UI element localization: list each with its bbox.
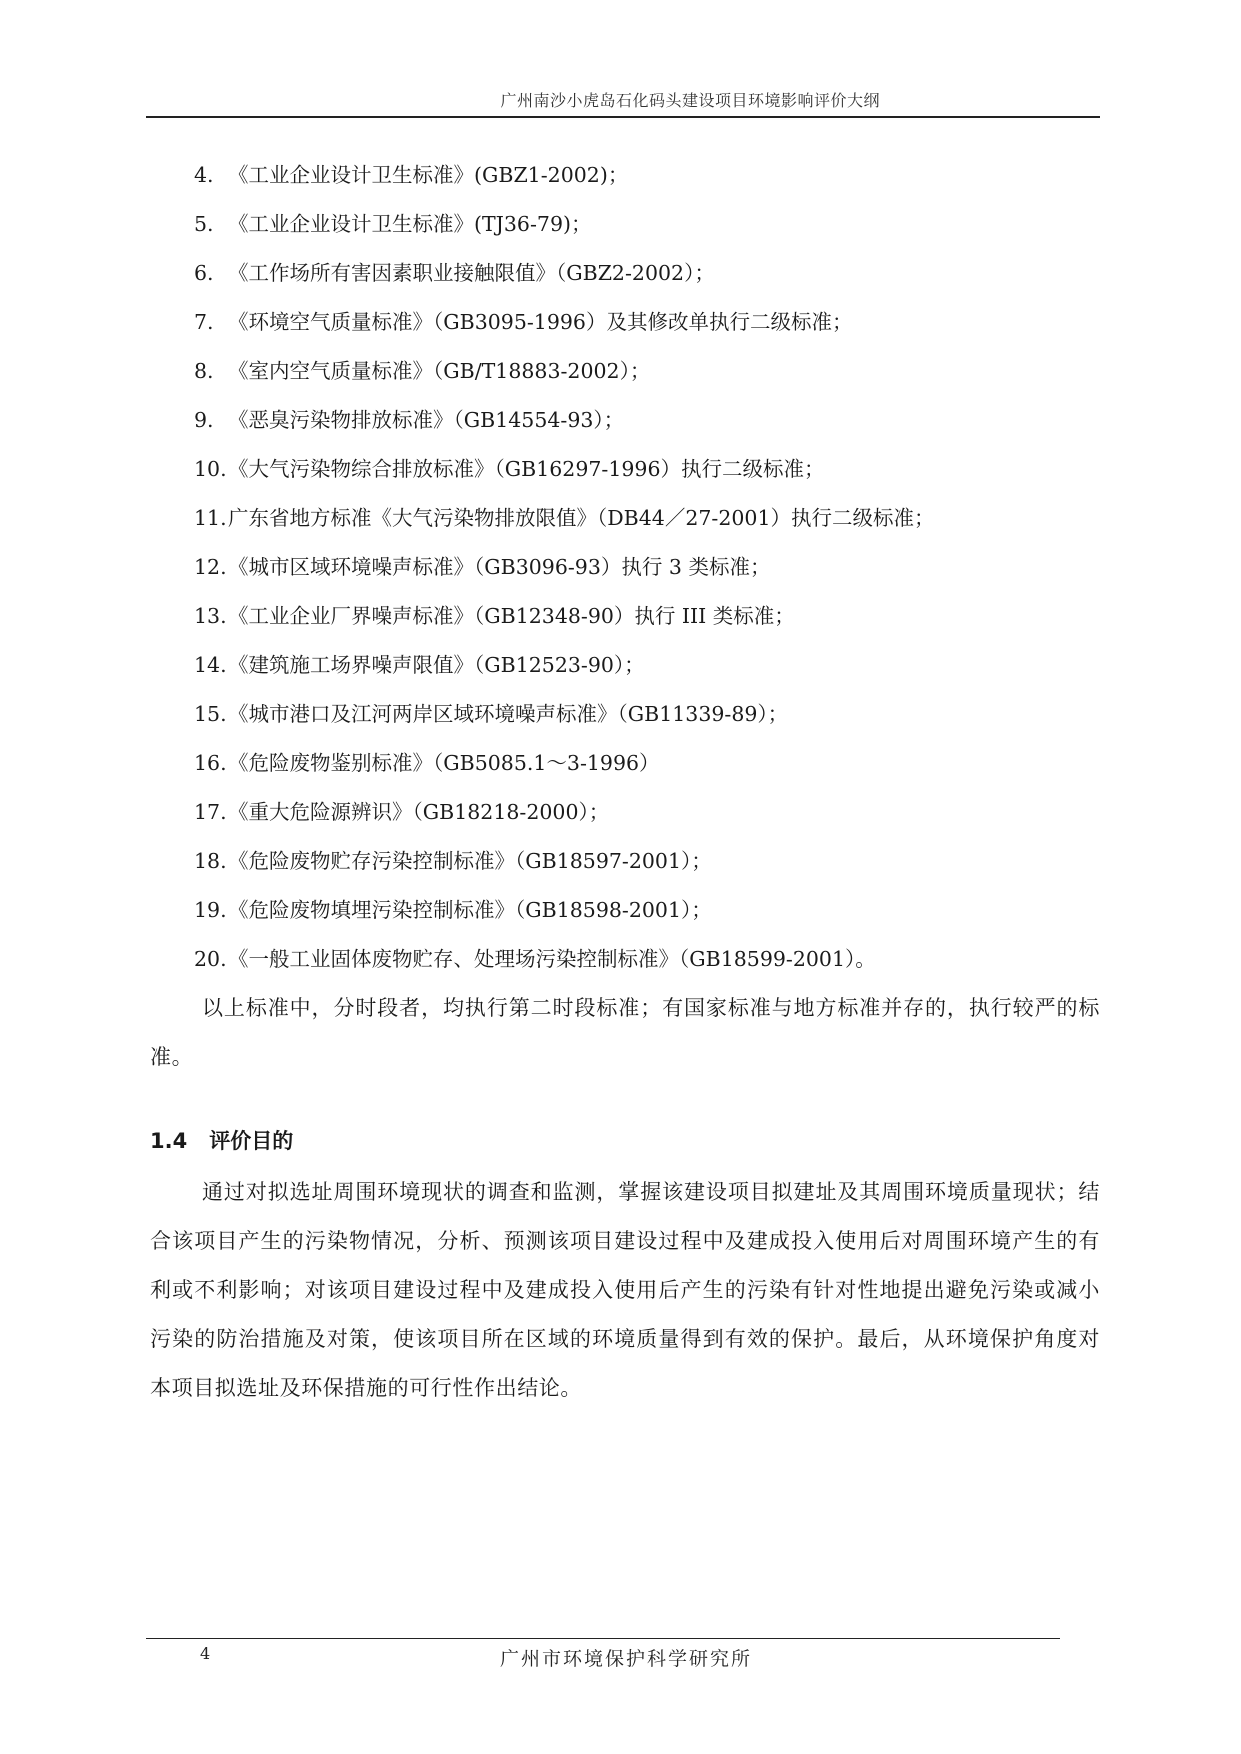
footer-organization: 广州市环境保护科学研究所 xyxy=(500,1648,753,1670)
list-item-text: 《大气污染物综合排放标准》（GB16297-1996）执行二级标准； xyxy=(228,457,825,481)
list-item-text: 《一般工业固体废物贮存、处理场污染控制标准》（GB18599-2001）。 xyxy=(228,947,876,971)
page-header xyxy=(146,86,1100,118)
list-item-number: 15. xyxy=(194,702,227,726)
list-item-text: 《环境空气质量标准》（GB3095-1996）及其修改单执行二级标准； xyxy=(228,310,853,334)
standards-list xyxy=(194,161,1094,994)
list-item-number: 6. xyxy=(194,261,214,285)
list-item xyxy=(194,602,1094,651)
list-item-number: 19. xyxy=(194,898,227,922)
list-item-text: 《危险废物鉴别标准》（GB5085.1～3-1996） xyxy=(228,751,660,775)
list-item-text: 《危险废物填埋污染控制标准》（GB18598-2001）； xyxy=(228,898,712,922)
list-item-text: 《危险废物贮存污染控制标准》（GB18597-2001）； xyxy=(228,849,712,873)
section-heading xyxy=(150,1125,293,1157)
section-body-paragraph: 通过对拟选址周围环境现状的调查和监测，掌握该建设项目拟建址及其周围环境质量现状；结合该项目产生的污染物情况，分析、预测该项目建设过程中及建成投入使用后对周围环境产生的有利或不利影响；对该项目建设过程中及建成投入使用后产生的污染有针对性地提出避免污染或减小污染的防治措施及对策，使该项目所在区域的环境质量得到有效的保护。最后，从环境保护角度对本项目拟选址及环保措施的可行性作出结论。 xyxy=(150,1180,1100,1400)
list-item-number: 5. xyxy=(194,212,214,236)
list-item xyxy=(194,798,1094,847)
list-item xyxy=(194,406,1094,455)
list-item-number: 14. xyxy=(194,653,227,677)
list-item xyxy=(194,210,1094,259)
list-item-number: 7. xyxy=(194,310,214,334)
list-item-text: 《室内空气质量标准》（GB/T18883-2002）； xyxy=(228,359,651,383)
list-item xyxy=(194,455,1094,504)
list-item-text: 《工业企业设计卫生标准》(TJ36-79)； xyxy=(228,212,592,236)
list-item-text: 《恶臭污染物排放标准》（GB14554-93）； xyxy=(228,408,625,432)
list-item-number: 12. xyxy=(194,555,227,579)
list-item-number: 8. xyxy=(194,359,214,383)
list-item xyxy=(194,161,1094,210)
list-item xyxy=(194,896,1094,945)
list-item-text: 《工业企业设计卫生标准》(GBZ1-2002)； xyxy=(228,163,629,187)
section-title: 评价目的 xyxy=(209,1129,294,1153)
list-item xyxy=(194,749,1094,798)
header-title: 广州南沙小虎岛石化码头建设项目环境影响评价大纲 xyxy=(500,91,880,110)
list-item xyxy=(194,504,1094,553)
list-item xyxy=(194,700,1094,749)
list-item-text: 广东省地方标准《大气污染物排放限值》（DB44／27-2001）执行二级标准； xyxy=(228,506,935,530)
list-item-number: 9. xyxy=(194,408,214,432)
list-item xyxy=(194,553,1094,602)
list-item-number: 10. xyxy=(194,457,227,481)
list-item-number: 11. xyxy=(194,506,227,530)
list-item xyxy=(194,847,1094,896)
list-item-number: 20. xyxy=(194,947,227,971)
list-item-number: 17. xyxy=(194,800,227,824)
list-item-number: 18. xyxy=(194,849,227,873)
list-item-text: 《工作场所有害因素职业接触限值》（GBZ2-2002）； xyxy=(228,261,715,285)
list-item xyxy=(194,259,1094,308)
list-item-number: 16. xyxy=(194,751,227,775)
page-number: 4 xyxy=(200,1644,211,1663)
list-item-text: 《城市区域环境噪声标准》（GB3096-93）执行 3 类标准； xyxy=(228,555,771,579)
list-item xyxy=(194,651,1094,700)
list-item-text: 《城市港口及江河两岸区域环境噪声标准》（GB11339-89）； xyxy=(228,702,789,726)
list-item-text: 《工业企业厂界噪声标准》（GB12348-90）执行 III 类标准； xyxy=(228,604,795,628)
list-item-text: 《重大危险源辨识》（GB18218-2000）； xyxy=(228,800,610,824)
list-item xyxy=(194,357,1094,406)
footer-divider xyxy=(146,1638,1060,1639)
list-item-number: 4. xyxy=(194,163,214,187)
list-item xyxy=(194,308,1094,357)
list-item-number: 13. xyxy=(194,604,227,628)
section-number: 1.4 xyxy=(150,1129,188,1153)
list-item-text: 《建筑施工场界噪声限值》（GB12523-90）； xyxy=(228,653,645,677)
standards-note-paragraph: 以上标准中，分时段者，均执行第二时段标准；有国家标准与地方标准并存的，执行较严的标准。 xyxy=(150,996,1100,1069)
